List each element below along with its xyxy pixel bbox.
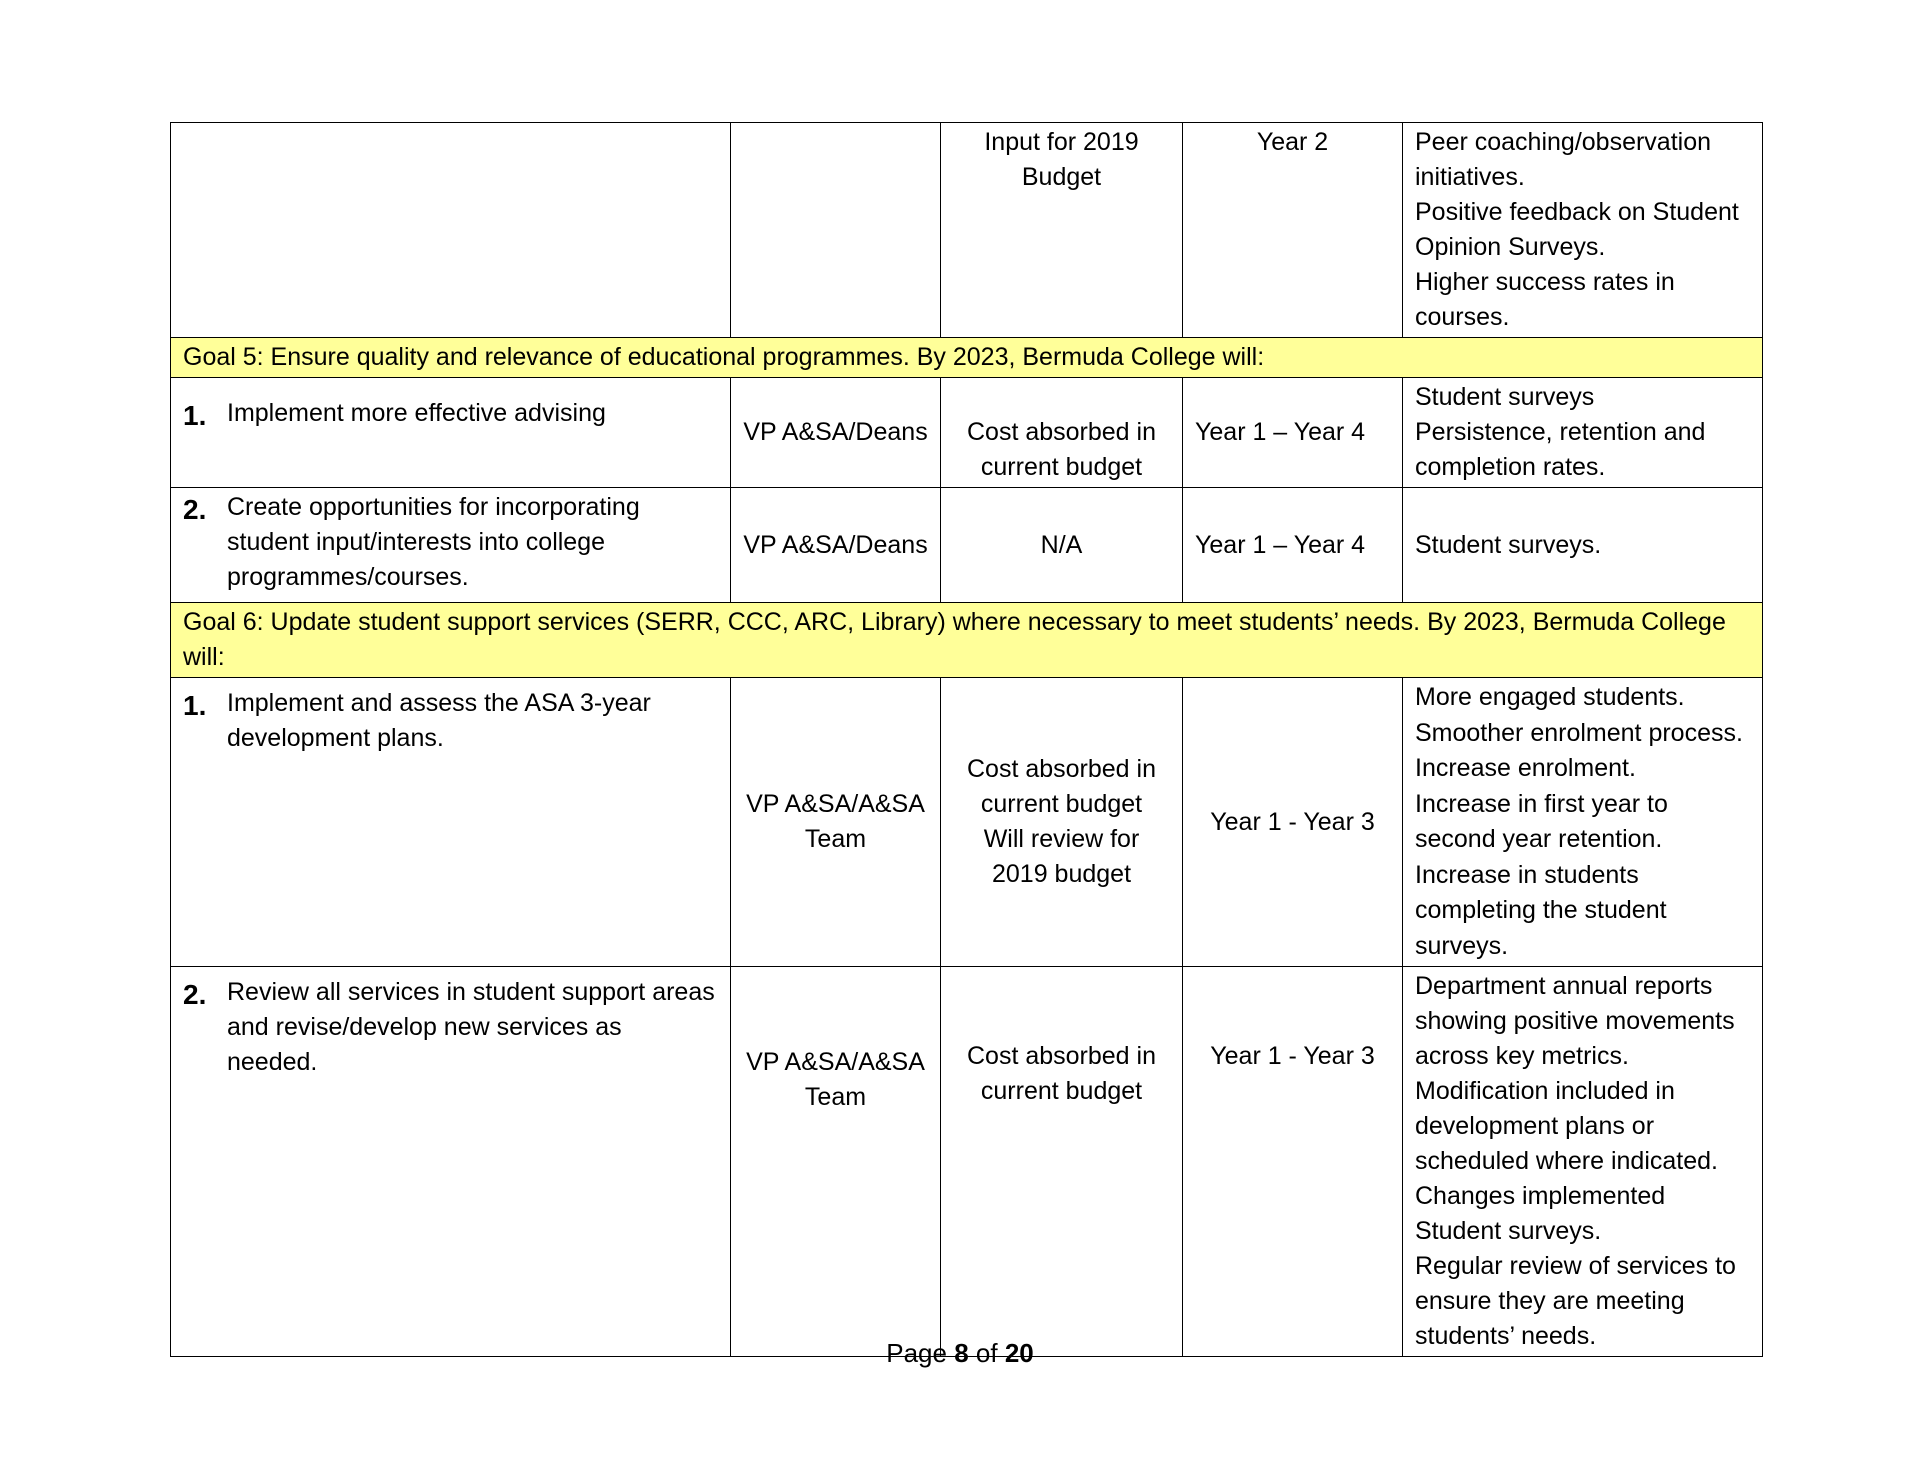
item-number: 1.: [183, 690, 207, 721]
table-row: [171, 678, 1763, 967]
measure-line: Student surveys.: [1415, 1217, 1602, 1245]
timeline-cell: Year 2: [1183, 123, 1403, 338]
action-text: Implement more effective advising: [227, 399, 606, 427]
empty-cell: [171, 123, 731, 338]
cost-line: Will review for 2019 budget: [983, 825, 1140, 888]
measures-cell: [1403, 123, 1763, 338]
measure-line: Persistence, retention and completion rates.: [1415, 418, 1706, 481]
timeline-cell: Year 1 - Year 3: [1183, 967, 1403, 1357]
measures-cell: [1403, 967, 1763, 1357]
strategic-plan-table: [170, 122, 1763, 1357]
timeline-cell: Year 1 - Year 3: [1183, 678, 1403, 967]
empty-cell: [731, 123, 941, 338]
table-row: [171, 967, 1763, 1357]
timeline-cell: Year 1 – Year 4: [1183, 488, 1403, 603]
goal-5-heading: Goal 5: Ensure quality and relevance of educational programmes. By 2023, Bermuda College will:: [171, 338, 1763, 378]
total-pages: 20: [1004, 1338, 1034, 1368]
goal-6-heading: Goal 6: Update student support services (SERR, CCC, ARC, Library) where necessary to meet students’ needs. By 2023, Bermuda College will:: [171, 603, 1763, 678]
measures-cell: [1403, 488, 1763, 603]
responsible-cell: VP A&SA/A&SA Team: [731, 967, 941, 1357]
item-number: 1.: [183, 400, 207, 431]
measure-line: Student surveys: [1415, 383, 1595, 411]
action-cell: [171, 967, 731, 1357]
measures-cell: [1403, 678, 1763, 967]
measure-line: More engaged students.: [1415, 683, 1685, 711]
action-text: Review all services in student support areas and revise/develop new services as needed.: [227, 978, 715, 1076]
action-cell: [171, 488, 731, 603]
cost-cell: N/A: [941, 488, 1183, 603]
cost-cell: Input for 2019 Budget: [941, 123, 1183, 338]
cost-cell: Cost absorbed in current budget: [941, 378, 1183, 488]
responsible-cell: VP A&SA/Deans: [731, 488, 941, 603]
goal-heading-row: [171, 338, 1763, 378]
measure-line: Regular review of services to ensure they are meeting students’ needs.: [1415, 1252, 1736, 1350]
page-label: Page: [886, 1338, 947, 1368]
action-cell: [171, 378, 731, 488]
measure-line: Peer coaching/observation initiatives.: [1415, 128, 1712, 191]
page-number-footer: [0, 1338, 1920, 1369]
measure-line: Higher success rates in courses.: [1415, 268, 1675, 331]
measure-line: Increase in students completing the student surveys.: [1415, 860, 1667, 960]
action-text: Implement and assess the ASA 3-year development plans.: [227, 689, 651, 752]
goal-heading-row: [171, 603, 1763, 678]
table-row: [171, 378, 1763, 488]
action-text: Create opportunities for incorporating student input/interests into college programmes/courses.: [227, 493, 640, 591]
measure-line: Increase in first year to second year retention.: [1415, 789, 1668, 853]
measures-cell: [1403, 378, 1763, 488]
responsible-cell: VP A&SA/Deans: [731, 378, 941, 488]
measure-line: Smoother enrolment process.: [1415, 718, 1743, 747]
measure-line: Increase enrolment.: [1415, 754, 1636, 782]
table-row: [171, 123, 1763, 338]
timeline-cell: Year 1 – Year 4: [1183, 378, 1403, 488]
item-number: 2.: [183, 979, 207, 1010]
cost-cell: [941, 678, 1183, 967]
table-row: [171, 488, 1763, 603]
item-number: 2.: [183, 494, 207, 525]
action-cell: [171, 678, 731, 967]
measure-line: Student surveys.: [1415, 530, 1602, 559]
measure-line: Department annual reports showing positive movements across key metrics.: [1415, 972, 1735, 1070]
cost-cell: Cost absorbed in current budget: [941, 967, 1183, 1357]
page-of-label: of: [975, 1338, 998, 1368]
cost-line: Cost absorbed in current budget: [966, 755, 1156, 818]
measure-line: Positive feedback on Student Opinion Surveys.: [1415, 198, 1739, 261]
responsible-cell: VP A&SA/A&SA Team: [731, 678, 941, 967]
current-page: 8: [954, 1338, 969, 1368]
measure-line: Modification included in development plans or scheduled where indicated.: [1415, 1077, 1718, 1175]
measure-line: Changes implemented: [1415, 1182, 1666, 1210]
